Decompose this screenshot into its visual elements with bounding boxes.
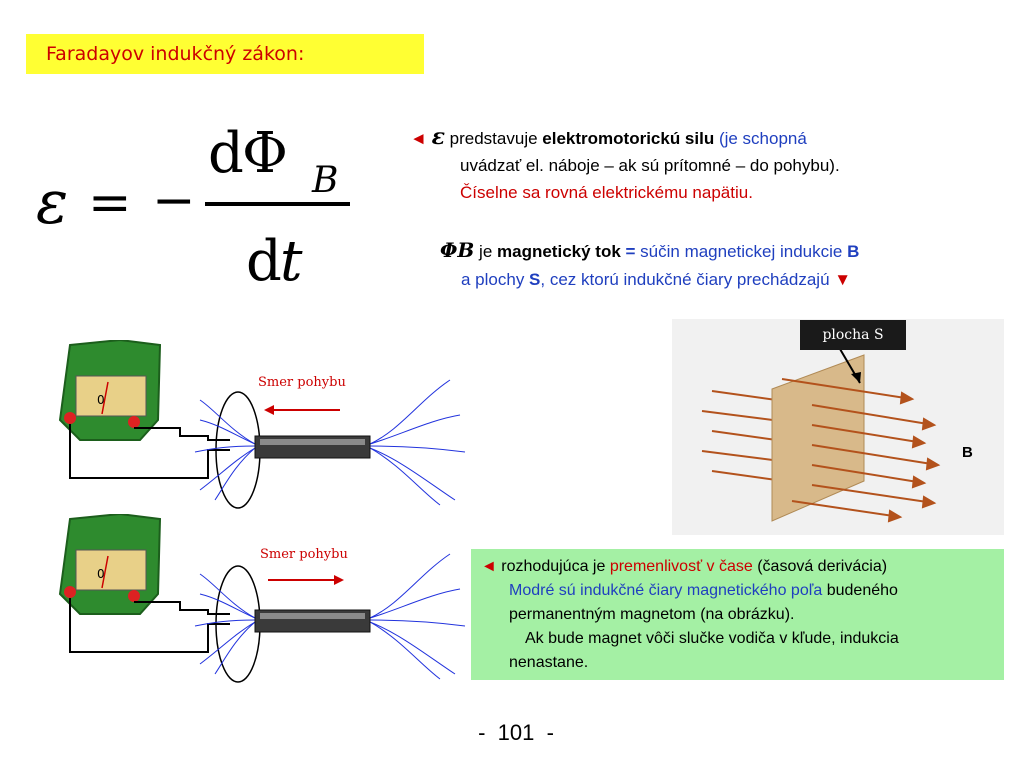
epsilon-symbol: ε [36,168,69,238]
flux-line2-c: , cez ktorú indukčné čiary prechádzajú [540,270,835,289]
b-field-label: B [962,444,973,461]
numerator-subscript-b: B [312,160,339,201]
emf-line2 [410,152,1010,179]
box-l2-a: Modré sú indukčné čiary magnetického poľa [509,582,823,599]
numerator-phi: Φ [242,121,288,186]
box-l1-c: (časová derivácia) [752,558,888,575]
minus-sign: − [152,171,196,231]
meter-dial [76,376,146,416]
circuit-bottom [40,514,470,684]
flux-line2 [440,266,1024,294]
flux-b: B [847,242,860,261]
flux-symbol: ΦB [440,238,475,262]
magnet-highlight [260,613,365,619]
magnet-highlight [260,439,365,445]
flux-term: magnetický tok [497,242,621,261]
box-line-1 [481,555,887,579]
box-marker-icon: ◄ [481,558,497,575]
slide-title: Faradayov indukčný zákon: [46,43,305,65]
box-line-4: Ak bude magnet vôči slučke vodiča v kľude, indukcia [525,630,899,647]
equals-sign: = [88,173,132,233]
explanation-box [471,549,1004,680]
numerator-d: d [208,121,244,186]
denominator-t: t [280,229,303,294]
title-box [26,34,424,74]
emf-term: elektromotorickú silu [542,129,715,148]
terminal-left [64,412,76,424]
box-line-3: permanentným magnetom (na obrázku). [509,606,795,623]
flux-equals: = [620,242,641,261]
meter-dial [76,550,146,590]
surface-label: plocha S [800,320,906,350]
flux-line2-a: a plochy [461,270,530,289]
box-l1-a: rozhodujúca je [496,558,610,575]
page-number: - 101 - [472,720,554,745]
flux-surface-figure [672,319,1004,535]
box-l1-b: premenlivosť v čase [609,558,753,575]
motion-label-top: Smer pohybu [258,375,346,390]
box-line-2 [509,579,898,603]
circuit-top [40,340,470,510]
arrowhead-right-icon [334,575,344,585]
emf-text-part3: (je schopná [714,129,807,148]
emf-symbol: ε [431,124,445,150]
arrowhead-left-icon [264,405,274,415]
emf-line3: Číselne sa rovná elektrickému napätiu. [460,183,753,202]
emf-text-part1: predstavuje [444,129,543,148]
flux-explanation [440,236,1024,294]
denominator-d: d [246,229,282,294]
down-triangle-icon: ▼ [834,270,852,289]
flux-text-part4: súčin magnetickej indukcie [640,242,848,261]
box-line-5: nenastane. [509,654,589,671]
flux-text-part1: je [474,242,498,261]
faraday-formula [30,110,370,310]
meter-zero: 0 [97,567,105,581]
terminal-left [64,586,76,598]
emf-explanation [410,124,1010,206]
terminal-right [128,590,140,602]
flux-line2-s: S [529,270,541,289]
motion-label-bottom: Smer pohybu [260,547,348,562]
emf-line2-text: uvádzať el. náboje – ak sú prítomné – do pohybu). [460,156,840,175]
terminal-right [128,416,140,428]
meter-zero: 0 [97,393,105,407]
left-marker-icon: ◄ [410,129,427,148]
box-l2-b: budeného [822,582,898,599]
